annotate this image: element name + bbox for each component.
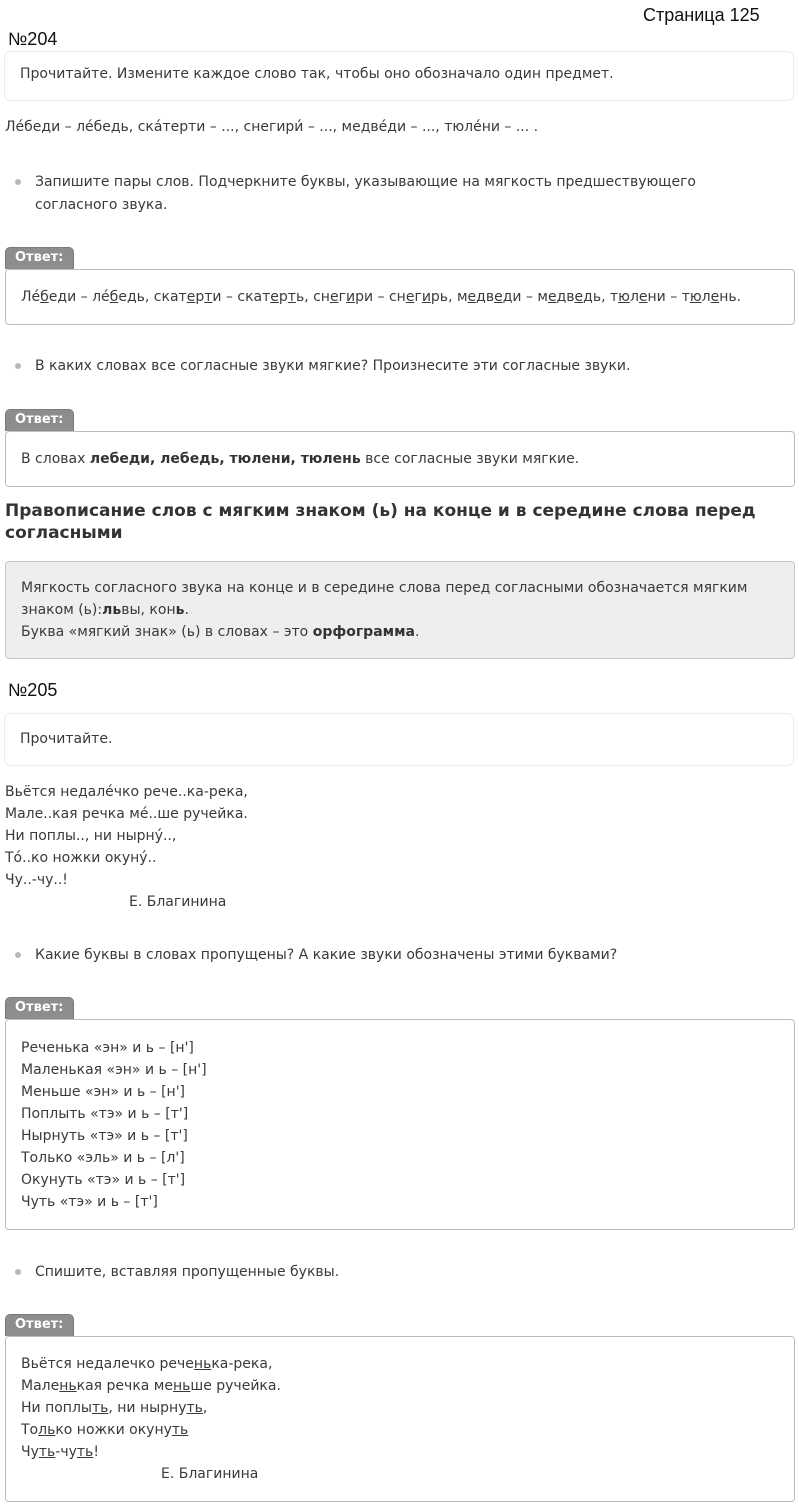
instruction-card-204 bbox=[4, 51, 794, 101]
answer-line: Маленькая речка меньше ручейка. bbox=[21, 1378, 281, 1394]
question-text: Какие буквы в словах пропущены? А какие звуки обозначены этими буквами? bbox=[35, 947, 618, 963]
answer-line: Чуть-чуть! bbox=[21, 1444, 99, 1460]
answer-label: Ответ: bbox=[5, 997, 74, 1019]
rule-text: Мягкость согласного звука на конце и в середине слова перед согласными обозначается мягким знаком (ь):львы, конь. Буква «мягкий знак» (ь) в словах – это орфограмма. bbox=[21, 580, 748, 640]
poem-line: Чу..-чу..! bbox=[5, 872, 68, 888]
question-text: Спишите, вставляя пропущенные буквы. bbox=[35, 1264, 340, 1280]
question-text: Запишите пары слов. Подчеркните буквы, указывающие на мягкость предшествующего согласного звука. bbox=[35, 174, 697, 213]
instruction-text: Прочитайте. bbox=[20, 731, 113, 747]
task-number-204: №204 bbox=[8, 29, 58, 49]
word: снегири bbox=[313, 289, 374, 305]
answer-text: В словах лебеди, лебедь, тюлени, тюлень все согласные звуки мягкие. bbox=[21, 451, 580, 467]
question-text: В каких словах все согласные звуки мягкие? Произнесите эти согласные звуки. bbox=[35, 358, 631, 374]
word: ле́бедь bbox=[92, 289, 145, 305]
answer-label: Ответ: bbox=[5, 247, 74, 269]
answer-label: Ответ: bbox=[5, 1314, 74, 1336]
word: тюлень bbox=[681, 289, 737, 305]
task-number-205: №205 bbox=[8, 680, 58, 700]
answer-line: Поплыть «тэ» и ь – [т'] bbox=[21, 1106, 189, 1122]
answer-line: Вьётся недалечко реченька-река, bbox=[21, 1356, 273, 1372]
word: медведь bbox=[537, 289, 602, 305]
poem-line: Ни поплы.., ни нырну́.., bbox=[5, 828, 177, 844]
answer-line: Нырнуть «тэ» и ь – [т'] bbox=[21, 1128, 188, 1144]
answer-box bbox=[5, 1019, 795, 1230]
answer-line: Маленькая «эн» и ь – [н'] bbox=[21, 1062, 207, 1078]
word: снегирь bbox=[388, 289, 449, 305]
bullet-icon bbox=[15, 1269, 21, 1275]
poem-line: Вьётся недале́чко рече..ка-река, bbox=[5, 784, 248, 800]
page-number: Страница 125 bbox=[643, 5, 760, 25]
answer-poem bbox=[21, 1353, 281, 1485]
answer-line: Чуть «тэ» и ь – [т'] bbox=[21, 1194, 158, 1210]
word: Ле́беди bbox=[21, 289, 77, 305]
poem bbox=[5, 781, 248, 913]
answer-line: Окунуть «тэ» и ь – [т'] bbox=[21, 1172, 186, 1188]
rule-box bbox=[5, 561, 795, 659]
answer-list bbox=[21, 1037, 207, 1213]
section-heading: Правописание слов с мягким знаком (ь) на конце и в середине слова перед согласными bbox=[5, 501, 756, 543]
poem-author: Е. Благинина bbox=[129, 894, 227, 910]
poem-line: То́..ко ножки окуну́.. bbox=[5, 850, 157, 866]
answer-line: Меньше «эн» и ь – [н'] bbox=[21, 1084, 186, 1100]
answer-box bbox=[5, 431, 795, 487]
answer-line: Только «эль» и ь – [л'] bbox=[21, 1150, 185, 1166]
bullet-icon bbox=[15, 363, 21, 369]
answer-line: Реченька «эн» и ь – [н'] bbox=[21, 1040, 194, 1056]
word: скатерть bbox=[237, 289, 305, 305]
bullet-icon bbox=[15, 179, 21, 185]
instruction-card-205 bbox=[4, 713, 794, 766]
poem-author: Е. Благинина bbox=[161, 1466, 259, 1482]
answer-text: Ле́беди – ле́бедь, скатерти – скатерть, снегири – снегирь, медведи – медведь, тюлени – тюлень. bbox=[21, 289, 742, 305]
answer-box bbox=[5, 1336, 795, 1502]
example-text: Ле́беди – ле́бедь, ска́терти – ..., снегири́ – ..., медве́ди – ..., тюле́ни – ... . bbox=[5, 119, 539, 135]
word: медведи bbox=[456, 289, 522, 305]
answer-line: Только ножки окунуть bbox=[21, 1422, 189, 1438]
word: тюлени bbox=[610, 289, 666, 305]
instruction-text: Прочитайте. Измените каждое слово так, чтобы оно обозначало один предмет. bbox=[20, 66, 614, 82]
bullet-icon bbox=[15, 952, 21, 958]
answer-label: Ответ: bbox=[5, 409, 74, 431]
answer-box bbox=[5, 269, 795, 325]
poem-line: Мале..кая речка ме́..ше ручейка. bbox=[5, 806, 248, 822]
word: скатерти bbox=[153, 289, 222, 305]
answer-line: Ни поплыть, ни нырнуть, bbox=[21, 1400, 208, 1416]
